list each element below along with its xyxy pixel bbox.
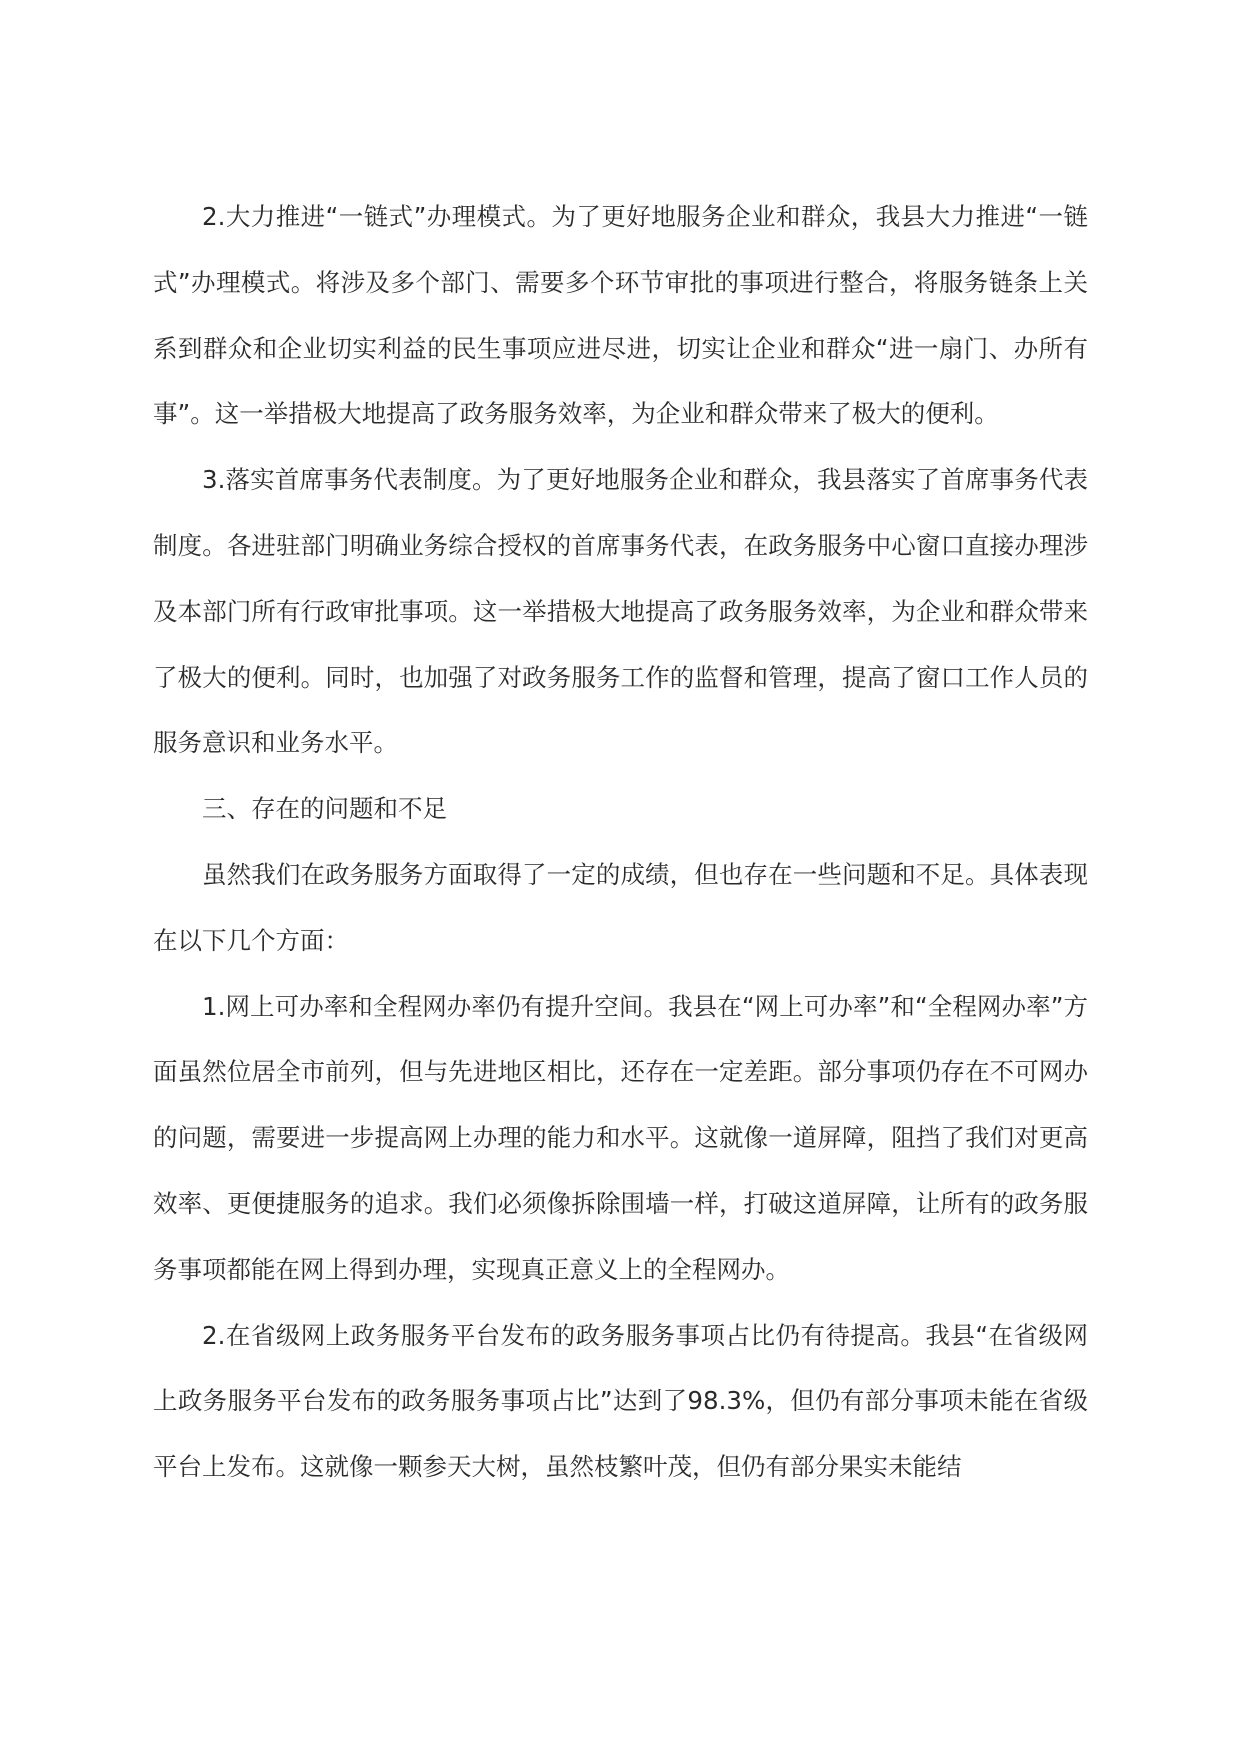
- paragraph-problem-2-provincial-platform: 2.在省级网上政务服务平台发布的政务服务事项占比仍有待提高。我县“在省级网上政务服务平台发布的政务服务事项占比”达到了98.3%，但仍有部分事项未能在省级平台上发布。这就像一颗参天大树，虽然枝繁叶茂，但仍有部分果实未能结: [153, 1320, 1088, 1482]
- document-body: [153, 184, 1088, 1500]
- section-heading-problems: 三、存在的问题和不足: [202, 794, 447, 824]
- paragraph-item-2-chain-service: 2.大力推进“一链式”办理模式。为了更好地服务企业和群众，我县大力推进“一链式”办理模式。将涉及多个部门、需要多个环节审批的事项进行整合，将服务链条上关系到群众和企业切实利益的民生事项应进尽进，切实让企业和群众“进一扇门、办所有事”。这一举措极大地提高了政务服务效率，为企业和群众带来了极大的便利。: [153, 202, 1088, 429]
- paragraph-problems-intro: 虽然我们在政务服务方面取得了一定的成绩，但也存在一些问题和不足。具体表现在以下几个方面：: [153, 859, 1088, 955]
- paragraph-problem-1-online-rate: 1.网上可办率和全程网办率仍有提升空间。我县在“网上可办率”和“全程网办率”方面虽然位居全市前列，但与先进地区相比，还存在一定差距。部分事项仍存在不可网办的问题，需要进一步提高网上办理的能力和水平。这就像一道屏障，阻挡了我们对更高效率、更便捷服务的追求。我们必须像拆除围墙一样，打破这道屏障，让所有的政务服务事项都能在网上得到办理，实现真正意义上的全程网办。: [153, 991, 1088, 1284]
- paragraph-item-3-chief-representative: 3.落实首席事务代表制度。为了更好地服务企业和群众，我县落实了首席事务代表制度。各进驻部门明确业务综合授权的首席事务代表，在政务服务中心窗口直接办理涉及本部门所有行政审批事项。这一举措极大地提高了政务服务效率，为企业和群众带来了极大的便利。同时，也加强了对政务服务工作的监督和管理，提高了窗口工作人员的服务意识和业务水平。: [153, 465, 1088, 758]
